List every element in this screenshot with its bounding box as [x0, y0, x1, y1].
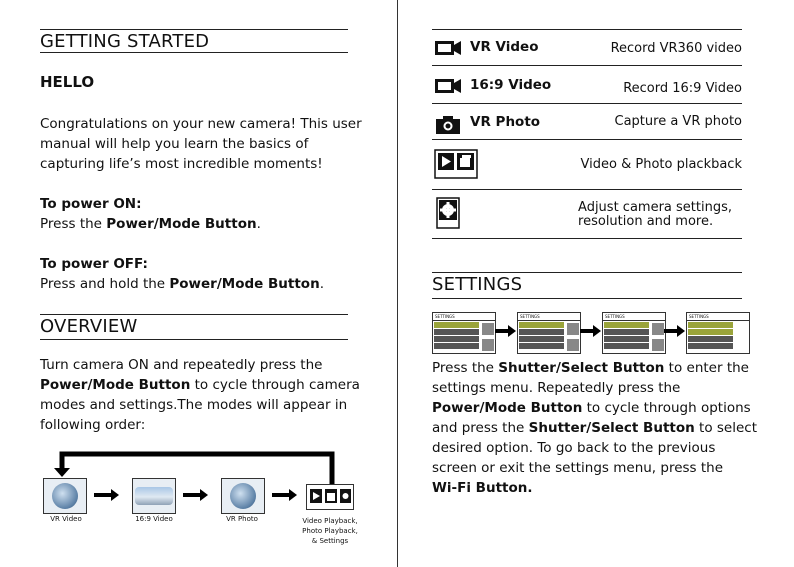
mode-description: Video & Photo plackback: [580, 157, 742, 172]
video-camera-icon: [434, 39, 462, 57]
settings-screen-4: SETTINGS: [686, 312, 750, 354]
rule-mode-1: [432, 65, 742, 66]
vr-video-thumbnail: [43, 478, 87, 514]
settings-screen-1: SETTINGS: [432, 312, 496, 354]
settings-icon: [436, 197, 460, 229]
playback-settings-thumbnail: [306, 484, 354, 510]
mode-name: VR Photo: [470, 114, 541, 130]
rule-mode-5: [432, 238, 742, 239]
power-off-block: [40, 254, 324, 294]
overview-line: following order:: [40, 417, 146, 433]
power-mode-button-ref: Power/Mode Button: [106, 216, 257, 232]
mode-name: VR Video: [470, 39, 539, 55]
rule-under-getting-started: [40, 52, 348, 53]
flow-arrow-3: [272, 488, 302, 502]
intro-line: capturing life’s most incredible moments!: [40, 156, 323, 172]
hello-heading: HELLO: [40, 73, 95, 91]
settings-line: Press the Shutter/Select Button to enter the: [432, 360, 749, 376]
intro-line: manual will help you learn the basics of: [40, 136, 309, 152]
caption-playback-settings: Video Playback, Photo Playback, & Settings: [302, 517, 358, 545]
caption-vr-video: VR Video: [50, 515, 82, 523]
overview-paragraph: [40, 355, 360, 435]
settings-line: screen or exit the settings menu, press the: [432, 460, 724, 476]
settings-arrow-1: [495, 325, 519, 337]
power-off-instruction: Press and hold the Power/Mode Button.: [40, 276, 324, 292]
settings-screen-3: SETTINGS: [602, 312, 666, 354]
page-divider: [397, 0, 398, 567]
photo-camera-icon: [434, 114, 462, 134]
section-title-settings: SETTINGS: [432, 274, 523, 295]
settings-line: and press the Shutter/Select Button to select: [432, 420, 757, 436]
power-on-label: To power ON:: [40, 196, 142, 212]
mode-description: Record 16:9 Video: [623, 81, 742, 96]
rule-under-overview: [40, 339, 348, 340]
rule-mode-3: [432, 139, 742, 140]
mode-row-vr-video: [432, 33, 742, 63]
section-title-getting-started: GETTING STARTED: [40, 31, 210, 52]
power-off-label: To power OFF:: [40, 256, 148, 272]
intro-paragraph: [40, 114, 362, 174]
rule-mode-2: [432, 103, 742, 104]
intro-line: Congratulations on your new camera! This user: [40, 116, 362, 132]
wide-video-thumbnail: [132, 478, 176, 514]
rule-mode-4: [432, 189, 742, 190]
rule-under-settings: [432, 298, 742, 299]
flow-arrow-2: [183, 488, 213, 502]
settings-paragraph: [432, 358, 757, 498]
mode-description: Capture a VR photo: [614, 114, 742, 129]
overview-line: modes and settings.The modes will appear in: [40, 397, 348, 413]
power-mode-button-ref: Power/Mode Button: [169, 276, 320, 292]
overview-line: Power/Mode Button to cycle through camera: [40, 377, 360, 393]
settings-screen-2: SETTINGS: [517, 312, 581, 354]
mode-row-wide-video: [432, 71, 742, 101]
rule-above-settings: [432, 272, 742, 273]
settings-line: Wi-Fi Button.: [432, 480, 533, 496]
power-on-block: [40, 194, 261, 234]
caption-vr-photo: VR Photo: [226, 515, 258, 523]
caption-wide-video: 16:9 Video: [135, 515, 173, 523]
settings-line: settings menu. Repeatedly press the: [432, 380, 681, 396]
rule-top-left: [40, 29, 348, 30]
flow-arrow-1: [94, 488, 124, 502]
rule-above-overview: [40, 314, 348, 315]
mode-name: 16:9 Video: [470, 77, 552, 93]
overview-line: Turn camera ON and repeatedly press the: [40, 357, 323, 373]
mode-row-settings: [432, 195, 742, 235]
loop-back-arrow: [40, 448, 360, 488]
vr-photo-thumbnail: [221, 478, 265, 514]
mode-row-vr-photo: [432, 108, 742, 138]
settings-arrow-3: [664, 325, 688, 337]
settings-line: desired option. To go back to the previous: [432, 440, 716, 456]
power-on-instruction: Press the Power/Mode Button.: [40, 216, 261, 232]
settings-arrow-2: [580, 325, 604, 337]
mode-row-playback: [432, 145, 742, 183]
playback-icon: [434, 149, 478, 179]
video-camera-icon: [434, 77, 462, 95]
section-title-overview: OVERVIEW: [40, 316, 138, 337]
playback-icon: [307, 485, 353, 509]
mode-description: Record VR360 video: [610, 41, 742, 56]
mode-description: Adjust camera settings, resolution and more.: [578, 200, 732, 229]
rule-top-right: [432, 29, 742, 30]
settings-line: Power/Mode Button to cycle through options: [432, 400, 751, 416]
